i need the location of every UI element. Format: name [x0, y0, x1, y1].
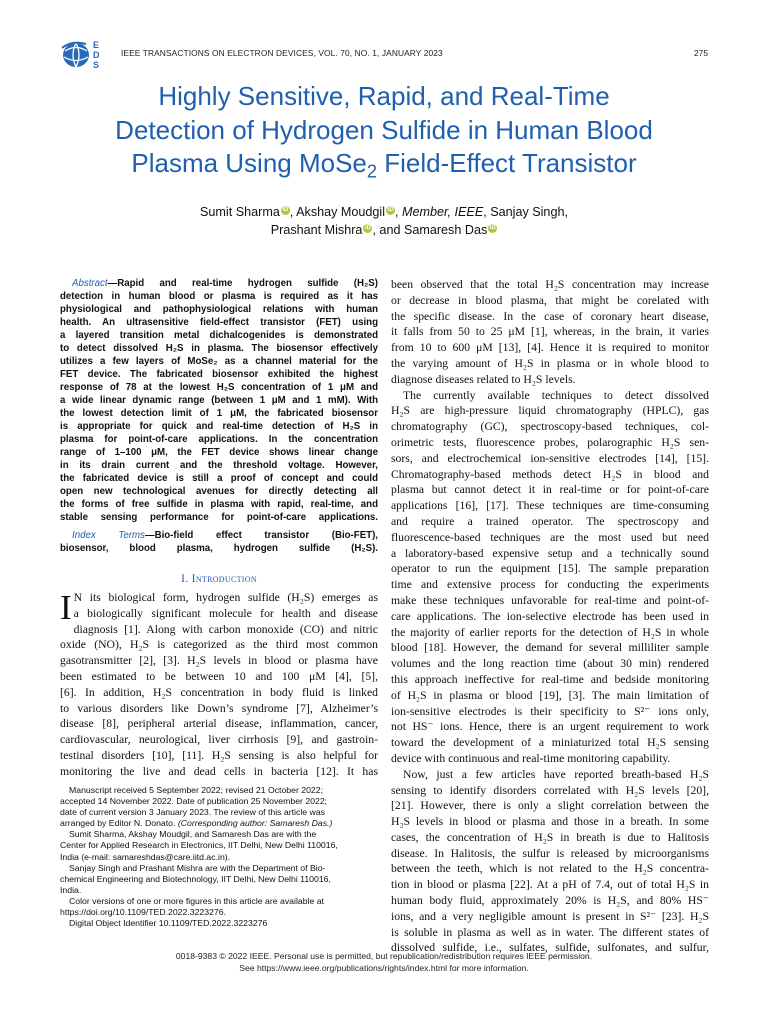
right-column-text [391, 277, 709, 956]
logo-letter-d: D [93, 50, 100, 60]
footnote-line: Digital Object Identifier 10.1109/TED.2022.3223276 [69, 918, 268, 929]
body-line: is soluble in plasma as well as in water. The different states of [391, 925, 709, 939]
body-line: H₂S are high-pressure liquid chromatography (HPLC), gas [391, 404, 709, 418]
body-line: [21]. However, there is only a slight correlation between the [391, 799, 709, 813]
intro-line: been estimated to be between 10 and 100 μM [4], [5], [60, 669, 378, 683]
body-line: sors, and electrochemical ion-sensitive electrodes [14], [15]. [391, 451, 709, 465]
title-line-1: Highly Sensitive, Rapid, and Real-Time [158, 81, 610, 111]
footnote-line: Color versions of one or more figures in this article are available at [69, 895, 324, 906]
body-line: or decrease in blood plasma, that might be corelated with [391, 293, 709, 307]
logo-letter-s: S [93, 60, 100, 70]
body-line: plasma but cannot detect it in real-time or for point-of-care [391, 483, 709, 497]
intro-line: N its biological form, hydrogen sulfide (H₂S) emerges as [73, 591, 378, 604]
footnote-line: Manuscript received 5 September 2022; revised 21 October 2022; [69, 785, 324, 795]
abstract-line: a wide linear dynamic range (between 1 μM and 1 mM). With [60, 395, 378, 406]
author-separator: , and Samaresh Das [372, 223, 488, 237]
footnotes [60, 785, 378, 929]
section-heading-introduction [60, 572, 378, 585]
abstract-line: utilizes a few layers of MoSe₂ as a channel material for the [60, 356, 378, 367]
title-line-3 [60, 147, 708, 181]
body-line: the majority of earlier reports for the detection of H₂S in whole [391, 625, 709, 639]
body-line: the varying amount of H₂S in plasma or in whole blood to [391, 356, 709, 370]
body-line: Chromatography-based methods detect H₂S in blood and [391, 467, 709, 481]
body-line: chromatography (GC), spectroscopy-based techniques, col- [391, 420, 709, 434]
footnote-line: arranged by Editor N. Donato. (Corresponding author: Samaresh Das.) [60, 818, 333, 829]
body-line: and require a trained operator. The spectroscopy and [391, 514, 709, 528]
abstract-line: range of 1–100 μM, the FET device shows linear change [60, 447, 378, 458]
section-title: Introduction [191, 572, 257, 585]
body-line: not HS⁻ ions. Hence, there is an urgent requirement to work [391, 720, 709, 734]
title-line-2: Detection of Hydrogen Sulfide in Human Blood [115, 114, 653, 145]
intro-line: oxide (NO), H₂S is categorized as the third most common [60, 638, 378, 652]
footnote-line: date of current version 3 January 2023. The review of this article was [60, 807, 325, 818]
body-line: dissolved sulfide, i.e., sulfates, sulfide, sulfonates, and sulfur, [391, 941, 709, 955]
abstract-line: a layered transition metal dichalcogenides is demonstrated [60, 330, 378, 341]
abstract-line: FET device. The fabricated biosensor exhibited the highest [60, 369, 378, 380]
intro-line: [6]. In addition, H₂S concentration in body fluid is linked [60, 685, 378, 699]
intro-line: disease [8], peripheral arterial disease, inflammation, cancer, [60, 717, 378, 731]
author-name[interactable]: Prashant Mishra [270, 223, 363, 237]
abstract-line: the lowest detection limit of 1 μM, the fabricated biosensor [60, 408, 378, 419]
author-line-2 [60, 221, 708, 239]
body-line: ions, and a very negligible amount is present in S²⁻ [23]. H₂S [391, 909, 709, 923]
body-line: diagnose diseases related to H₂S levels. [391, 372, 576, 386]
section-number: I. [181, 572, 192, 585]
corresponding-author-note: (Corresponding author: Samaresh Das.) [177, 818, 333, 829]
abstract-label: Abstract [72, 278, 108, 289]
author-role: Member, IEEE [402, 205, 484, 219]
body-line: been observed that the total H₂S concentration may increase [391, 278, 709, 291]
footnote-line: accepted 14 November 2022. Date of publication 25 November 2022; [60, 796, 328, 807]
author-line-1: Sumit Sharma iD , Akshay Moudgil iD , Member, IEEE, Sanjay Singh, [200, 205, 568, 219]
index-terms-label: Index Terms [72, 530, 145, 541]
body-line: it falls from 50 to 25 μM [1], whereas, in the brain, it varies [391, 325, 709, 339]
body-line: of H₂S in plasma or blood [19], [3]. The main limitation of [391, 688, 709, 702]
body-line: applications [16], [17]. These techniques are time-consuming [391, 499, 709, 513]
footnote-line: Sumit Sharma, Akshay Moudgil, and Samaresh Das are with the [69, 829, 317, 840]
abstract-line: health. An ultrasensitive field-effect transistor (FET) using [60, 317, 378, 328]
logo-letter-e: E [93, 40, 100, 50]
footnote-line: Sanjay Singh and Prashant Mishra are with the Department of Bio- [69, 862, 326, 873]
intro-line: diagnosis [1]. Along with carbon monoxide (CO) and nitric [73, 622, 378, 636]
index-terms-line: biosensor, blood plasma, hydrogen sulfide (H₂S). [60, 543, 378, 554]
body-line: time and extensive process for conducting the experiments [391, 578, 709, 592]
intro-line: testinal disorders [10], [11]. H₂S sensing is also helpful for [60, 748, 378, 762]
intro-line: to various disorders like Down’s syndrome [7], Alzheimer’s [60, 701, 378, 715]
index-terms [60, 529, 378, 555]
abstract-line: open new technological avenues for directly detecting all [60, 486, 378, 497]
body-line: fluorescence-based techniques are the most used but need [391, 530, 709, 544]
orcid-icon[interactable]: iD [489, 225, 496, 231]
body-line: toward the development of a miniaturized total H₂S sensing [391, 736, 709, 750]
abstract-text: —Rapid and real-time hydrogen sulfide (H₂S) [107, 278, 378, 289]
abstract-line: to detect dissolved H₂S in plasma. The biosensor effectively [60, 343, 378, 354]
introduction-text [60, 590, 378, 780]
journal-header: IEEE TRANSACTIONS ON ELECTRON DEVICES, VOL. 70, NO. 1, JANUARY 2023 [121, 48, 443, 58]
body-line: make these techniques unfavorable for real-time and point-of- [391, 593, 709, 607]
body-line: human body fluid, approximately 20% is H₂S, and 80% HS⁻ [391, 894, 709, 908]
abstract [60, 277, 378, 524]
abstract-line: detection in human blood or plasma is required as it has [60, 291, 378, 302]
body-line: sensing to identify disorders correlated with H₂S levels [20], [391, 783, 709, 797]
eds-globe-logo-icon [60, 38, 116, 70]
author-separator: , Sanjay Singh, [483, 205, 568, 219]
copyright-footer [60, 951, 708, 974]
orcid-icon[interactable]: iD [282, 207, 289, 213]
body-line: device with continuous and real-time monitoring capability. [391, 751, 671, 765]
body-line: tion in blood or plasma [22]. At a pH of 7.4, out of total H₂S in [391, 878, 709, 892]
body-line: Now, just a few articles have reported breath-based H₂S [403, 767, 709, 781]
body-line: ion-sensitive electrodes is their specificity to S²⁻ ions only, [391, 704, 709, 718]
footer-line-1: 0018-9383 © 2022 IEEE. Personal use is permitted, but republication/redistribution requires IEEE permission. [175, 951, 593, 961]
body-line: blood [18]. However, the demand for several milliliter sample [391, 641, 709, 655]
footer-line-2: See https://www.ieee.org/publications/rights/index.html for more information. [239, 962, 529, 973]
footnote-line: Center for Applied Research in Electronics, IIT Delhi, New Delhi 110016, [60, 840, 338, 851]
doi-link[interactable]: https://doi.org/10.1109/TED.2022.3223276. [60, 907, 226, 918]
abstract-line: the fabricated device is still a proof of concept and could [60, 473, 378, 484]
abstract-line: plasma for point-of-care applications. In the concentration [60, 434, 378, 445]
intro-line: gasotransmitter [2], [3]. H₂S levels in blood or plasma have [60, 654, 378, 668]
body-line: care applications. The ion-selective electrode has been used in [391, 609, 709, 623]
body-line: volumes and the long reaction time (about 30 min) rendered [391, 657, 709, 671]
abstract-line: the forms of free sulfide in plasma with rapid, real-time, and [60, 499, 378, 510]
index-terms-text: —Bio-field effect transistor (Bio-FET), [144, 530, 378, 541]
paper-title [60, 80, 708, 181]
body-line: the specific disease. In the case of coronary heart disease, [391, 309, 709, 323]
abstract-line [60, 277, 378, 290]
body-line: H₂S levels in blood or plasma and those in a breath. In some [391, 815, 709, 829]
orcid-icon[interactable]: iD [387, 207, 394, 213]
intro-line: a biologically significant molecule for health and disease [73, 606, 378, 620]
body-line: operator to run the equipment [15]. The sample preparation [391, 562, 709, 576]
author-list [60, 203, 708, 239]
title-subscript: 2 [366, 161, 378, 182]
index-terms-line [60, 529, 378, 542]
body-line: between the teeth, which is not related to the H₂S concentra- [391, 862, 709, 876]
body-line: disease. In Halitosis, the sulfur is released by microorganisms [391, 846, 709, 860]
abstract-line: in its drain current and the threshold voltage. However, [60, 460, 378, 471]
author-name[interactable]: Sumit Sharma [200, 205, 280, 219]
footnote-line: chemical Engineering and Biotechnology, IIT Delhi, New Delhi 110016, [60, 873, 331, 884]
intro-line: monitoring the live and dead cells in bacteria [12]. It has [60, 764, 378, 778]
body-line: cases, the concentration of H₂S in breath is due to Halitosis [391, 830, 709, 844]
body-line: orimetric tests, fluorescence probes, polarographic H₂S sen- [391, 435, 709, 449]
body-line: a laboratory-based expensive setup and a technically sound [391, 546, 709, 560]
body-line: from 10 to 600 μM [13], [4]. Hence it is required to monitor [391, 341, 709, 355]
drop-cap: I [60, 588, 72, 627]
abstract-line: response of 78 at the lowest H₂S concentration of 1 μM and [60, 382, 378, 393]
body-line: this approach ineffective for real-time and bedside monitoring [391, 672, 709, 686]
title-line-3-b: Field-Effect Transistor [377, 148, 637, 178]
footnote-line: India (e-mail: samareshdas@care.iitd.ac.in). [60, 851, 231, 862]
title-line-3-a: Plasma Using MoSe [131, 148, 367, 178]
body-line: The currently available techniques to detect dissolved [403, 388, 709, 402]
author-separator: , Akshay Moudgil [289, 205, 386, 219]
footnote-line: India. [60, 884, 82, 895]
abstract-line: physiological and pathophysiological relations with human [60, 304, 378, 315]
page-number: 275 [694, 48, 708, 58]
abstract-line: is appropriate for quick and real-time detection of H₂S in [60, 421, 378, 432]
orcid-icon[interactable]: iD [364, 225, 371, 231]
introduction-lines [60, 590, 378, 780]
abstract-line: stable sensing performance for point-of-care applications. [60, 512, 378, 523]
intro-line: cardiovascular, neurological, liver cirrhosis [9], and gastroin- [60, 733, 378, 747]
